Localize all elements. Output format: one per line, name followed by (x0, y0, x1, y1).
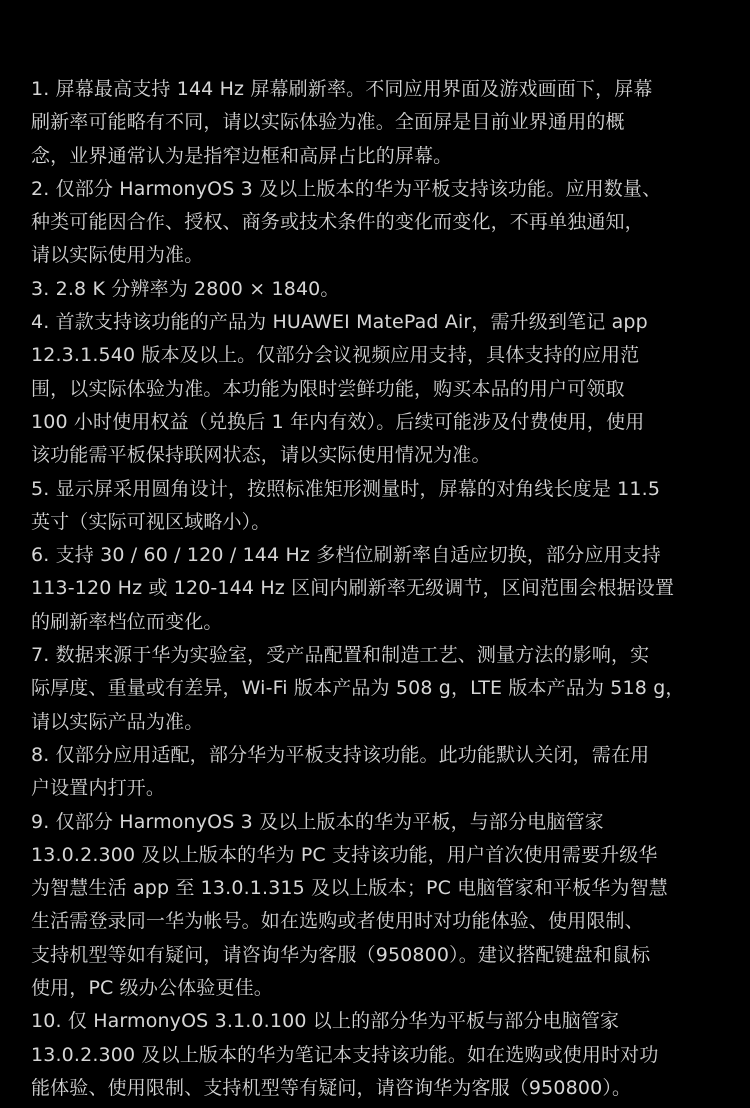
footnote-9 (31, 806, 721, 1006)
footnote-line: 100 小时使用权益（兑换后 1 年内有效）。后续可能涉及付费使用，使用 (31, 410, 645, 433)
footnote-3 (31, 273, 721, 306)
footnote-line: 为智慧生活 app 至 13.0.1.315 及以上版本；PC 电脑管家和平板华为智慧 (31, 877, 668, 900)
footnote-line: 5. 显示屏采用圆角设计，按照标准矩形测量时，屏幕的对角线长度是 11.5 (31, 477, 661, 500)
footnote-4 (31, 306, 721, 472)
footnote-list (31, 73, 721, 1105)
footnote-6 (31, 539, 721, 639)
footnote-line: 际厚度、重量或有差异，Wi-Fi 版本产品为 508 g，LTE 版本产品为 518 g， (31, 677, 685, 700)
footnote-line: 4. 首款支持该功能的产品为 HUAWEI MatePad Air，需升级到笔记 app (31, 311, 648, 334)
footnote-line: 种类可能因合作、授权、商务或技术条件的变化而变化，不再单独通知， (31, 211, 644, 234)
footnote-line: 7. 数据来源于华为实验室，受产品配置和制造工艺、测量方法的影响，实 (31, 644, 650, 667)
footnote-line: 13.0.2.300 及以上版本的华为笔记本支持该功能。如在选购或使用时对功 (31, 1043, 659, 1066)
footnote-line: 113-120 Hz 或 120-144 Hz 区间内刷新率无级调节，区间范围会根据设置 (31, 577, 675, 600)
footnote-line: 9. 仅部分 HarmonyOS 3 及以上版本的华为平板，与部分电脑管家 (31, 810, 604, 833)
footnote-1 (31, 73, 721, 173)
footnote-line: 英寸（实际可视区域略小）。 (31, 510, 271, 533)
footnote-line: 3. 2.8 K 分辨率为 2800 × 1840。 (31, 277, 340, 300)
footnote-line: 户设置内打开。 (31, 777, 166, 800)
footnote-line: 生活需登录同一华为帐号。如在选购或者使用时对功能体验、使用限制、 (31, 910, 644, 933)
footnote-line: 的刷新率档位而变化。 (31, 610, 223, 633)
footnote-7 (31, 639, 721, 739)
footnote-10 (31, 1005, 721, 1105)
footnote-line: 10. 仅 HarmonyOS 3.1.0.100 以上的部分华为平板与部分电脑管家 (31, 1010, 620, 1033)
footnote-line: 念，业界通常认为是指窄边框和高屏占比的屏幕。 (31, 144, 453, 167)
footnote-line: 能体验、使用限制、支持机型等有疑问，请咨询华为客服（950800）。 (31, 1076, 632, 1099)
footnote-line: 6. 支持 30 / 60 / 120 / 144 Hz 多档位刷新率自适应切换，部分应用支持 (31, 544, 661, 567)
footnote-line: 请以实际使用为准。 (31, 244, 204, 267)
footnote-line: 使用，PC 级办公体验更佳。 (31, 977, 273, 1000)
footnote-5 (31, 473, 721, 540)
footnote-line: 围，以实际体验为准。本功能为限时尝鲜功能，购买本品的用户可领取 (31, 377, 625, 400)
footnote-line: 2. 仅部分 HarmonyOS 3 及以上版本的华为平板支持该功能。应用数量、 (31, 177, 662, 200)
footnote-line: 8. 仅部分应用适配，部分华为平板支持该功能。此功能默认关闭，需在用 (31, 743, 650, 766)
footnote-2 (31, 173, 721, 273)
footnote-line: 请以实际产品为准。 (31, 710, 204, 733)
footnote-line: 12.3.1.540 版本及以上。仅部分会议视频应用支持，具体支持的应用范 (31, 344, 640, 367)
footnote-line: 13.0.2.300 及以上版本的华为 PC 支持该功能，用户首次使用需要升级华 (31, 843, 658, 866)
footnote-line: 支持机型等如有疑问，请咨询华为客服（950800）。建议搭配键盘和鼠标 (31, 943, 651, 966)
footnote-line: 1. 屏幕最高支持 144 Hz 屏幕刷新率。不同应用界面及游戏画面下，屏幕 (31, 78, 653, 100)
footnote-line: 该功能需平板保持联网状态，请以实际使用情况为准。 (31, 444, 491, 467)
footnote-8 (31, 739, 721, 806)
footnote-line: 刷新率可能略有不同，请以实际体验为准。全面屏是目前业界通用的概 (31, 111, 625, 134)
